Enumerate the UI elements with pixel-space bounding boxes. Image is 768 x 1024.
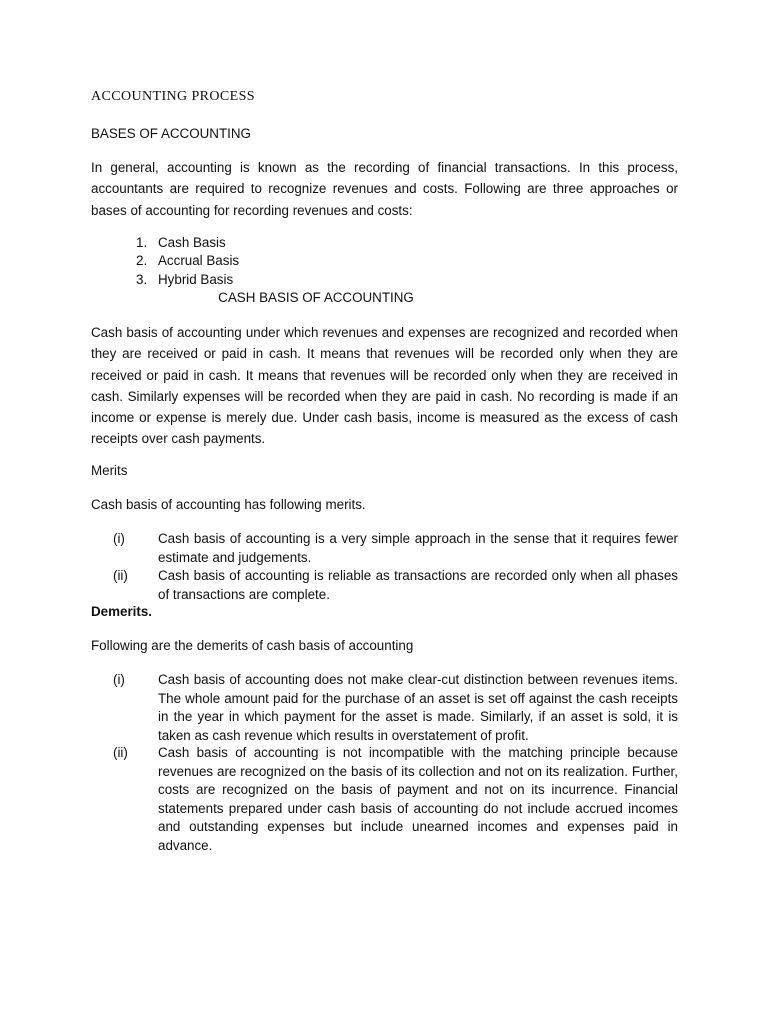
list-item — [113, 530, 678, 567]
intro-paragraph: In general, accounting is known as the recording of financial transactions. In this process, accountants are required to recognize revenues and costs. Following are three approaches or bases of accounting for recording revenues and costs: — [91, 160, 678, 218]
roman-numeral: (ii) — [113, 568, 128, 583]
demerits-heading: Demerits. — [91, 604, 153, 619]
merit-text: Cash basis of accounting is reliable as transactions are recorded only when all phases of transactions are complete. — [158, 568, 678, 602]
list-label: Hybrid Basis — [158, 272, 234, 287]
roman-numeral: (i) — [113, 672, 125, 687]
list-number: 2. — [136, 253, 148, 268]
bases-heading: BASES OF ACCOUNTING — [91, 126, 251, 141]
demerits-intro: Following are the demerits of cash basis of accounting — [91, 638, 414, 653]
list-item — [113, 567, 678, 604]
merits-heading: Merits — [91, 463, 128, 478]
list-number: 1. — [136, 235, 148, 250]
cash-basis-paragraph: Cash basis of accounting under which revenues and expenses are recognized and recorded when they are received or paid in cash. It means that revenues will be recorded only when they are received or paid in cash. It means that revenues will be recorded only when they are received in cash. Similarly expenses will be recorded when they are paid in cash. No recording is made if an income or expense is merely due. Under cash basis, income is measured as the excess of cash receipts over cash payments. — [91, 325, 678, 447]
list-label: Cash Basis — [158, 235, 226, 250]
merits-intro: Cash basis of accounting has following merits. — [91, 497, 366, 512]
list-label: Accrual Basis — [158, 253, 240, 268]
list-number: 3. — [136, 272, 148, 287]
demerit-text: Cash basis of accounting is not incompatible with the matching principle because revenues are recognized on the basis of its collection and not on its realization. Further, costs are recognized on the basis of payment and not on its incurrence. Financial statements prepared under cash basis of accounting do not include accrued incomes and outstanding expenses but include unearned incomes and expenses paid in advance. — [158, 745, 678, 853]
list-item — [113, 744, 678, 855]
merit-text: Cash basis of accounting is a very simple approach in the sense that it requires fewer estimate and judgements. — [158, 531, 678, 565]
roman-numeral: (ii) — [113, 745, 128, 760]
cash-basis-heading: CASH BASIS OF ACCOUNTING — [218, 290, 414, 305]
list-item — [113, 671, 678, 745]
document-title: ACCOUNTING PROCESS — [91, 89, 255, 104]
demerit-text: Cash basis of accounting does not make clear-cut distinction between revenues items. The whole amount paid for the purchase of an asset is set off against the cash receipts in the year in which payment for the asset is made. Similarly, if an asset is sold, it is taken as cash revenue which results in overstatement of profit. — [158, 672, 678, 743]
roman-numeral: (i) — [113, 531, 125, 546]
